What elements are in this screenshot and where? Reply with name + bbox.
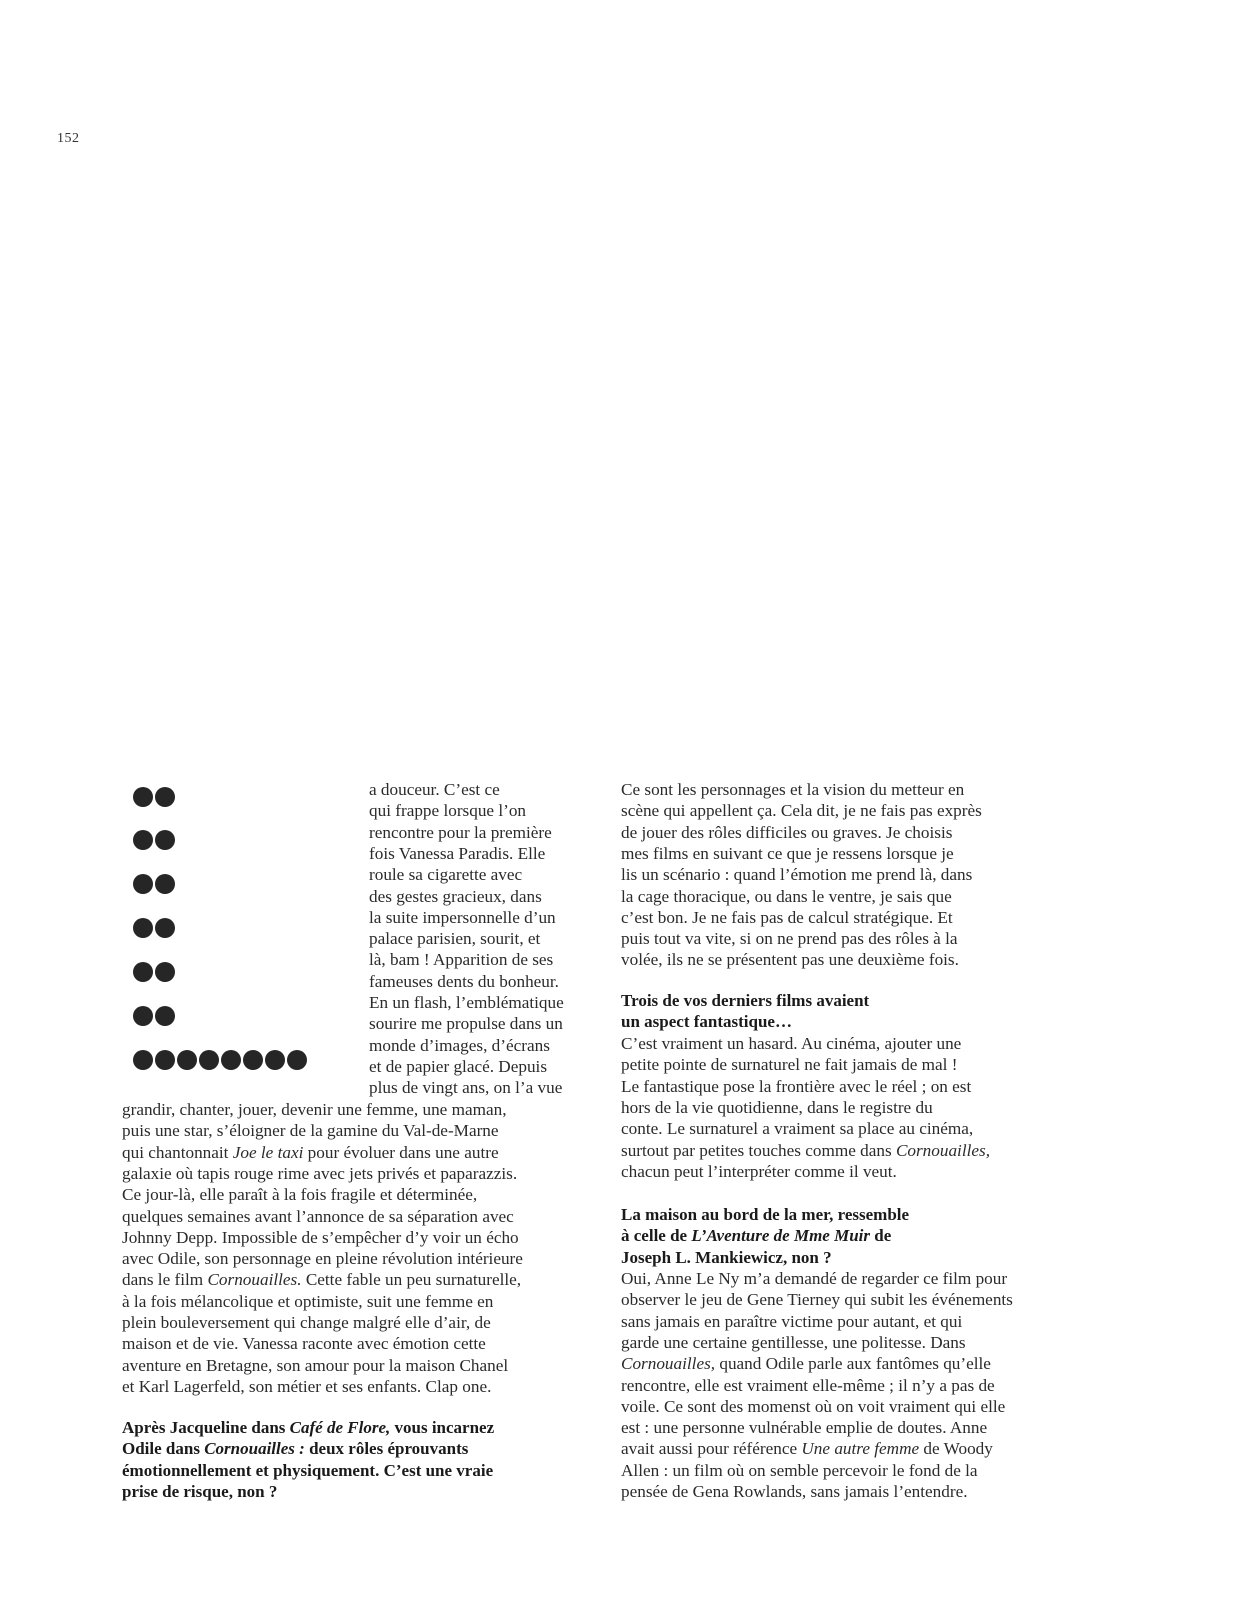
text-run: grandir, chanter, jouer, devenir une femme, une maman,: [122, 1100, 507, 1119]
text-run: chacun peut l’interpréter comme il veut.: [621, 1161, 897, 1181]
text-run: maison et de vie. Vanessa raconte avec émotion cette: [122, 1334, 486, 1354]
italic-title: Cornouailles.: [207, 1270, 302, 1290]
dropcap-dot: [133, 918, 153, 938]
text-run: observer le jeu de Gene Tierney qui subit les événements: [621, 1290, 1013, 1310]
text-run: palace parisien, sourit, et: [369, 929, 541, 949]
question-heading-line: [621, 1204, 909, 1225]
question-heading-line: [122, 1417, 494, 1438]
answer-paragraph-line: [621, 907, 953, 928]
text-run: puis une star, s’éloigner de la gamine du Val-de-Marne: [122, 1121, 499, 1141]
text-run: Après Jacqueline dans: [122, 1418, 290, 1437]
text-run: a douceur. C’est ce: [369, 780, 500, 799]
text-run: Allen : un film où on semble percevoir le fond de la: [621, 1460, 978, 1480]
text-run: Le fantastique pose la frontière avec le réel ; on est: [621, 1076, 972, 1096]
text-run: c’est bon. Je ne fais pas de calcul stratégique. Et: [621, 907, 953, 927]
text-run: hors de la vie quotidienne, dans le registre du: [621, 1097, 933, 1117]
answer-paragraph-line: [621, 1097, 933, 1118]
dropcap-dot: [287, 1050, 307, 1070]
dropcap-dot: [155, 874, 175, 894]
intro-paragraph-line: [369, 864, 522, 885]
text-run: En un flash, l’emblématique: [369, 993, 564, 1012]
text-run: Joseph L. Mankiewicz, non ?: [621, 1247, 832, 1267]
italic-title: Cornouailles :: [204, 1439, 305, 1459]
italic-title: Cornouailles,: [621, 1354, 716, 1374]
answer-paragraph-line: [621, 1311, 962, 1332]
intro-paragraph-line: [122, 1291, 493, 1312]
text-run: plus de vingt ans, on l’a vue: [369, 1078, 563, 1098]
answer-paragraph-line: [621, 1140, 990, 1161]
answer-paragraph-line: [621, 1332, 966, 1353]
text-run: vous incarnez: [390, 1418, 495, 1437]
intro-paragraph-line: [122, 1312, 491, 1333]
intro-paragraph-line: [369, 992, 564, 1013]
text-run: fameuses dents du bonheur.: [369, 971, 559, 991]
intro-paragraph-line: [369, 779, 500, 800]
dropcap-dot: [221, 1050, 241, 1070]
page-number: 152: [57, 131, 80, 146]
question-heading-line: [122, 1481, 277, 1502]
text-run: Ce sont les personnages et la vision du metteur en: [621, 780, 965, 799]
text-run: Oui, Anne Le Ny m’a demandé de regarder ce film pour: [621, 1269, 1008, 1288]
question-heading-line: [122, 1460, 493, 1481]
text-run: deux rôles éprouvants: [304, 1439, 469, 1459]
answer-paragraph-line: [621, 1033, 961, 1054]
text-run: quand Odile parle aux fantômes qu’elle: [715, 1354, 991, 1374]
text-run: Odile dans: [122, 1439, 205, 1459]
text-run: plein bouleversement qui change malgré elle d’air, de: [122, 1313, 491, 1332]
text-run: à la fois mélancolique et optimiste, suit une femme en: [122, 1291, 494, 1311]
text-run: conte. Le surnaturel a vraiment sa place au cinéma,: [621, 1119, 974, 1139]
intro-paragraph-line: [369, 1056, 547, 1077]
text-run: puis tout va vite, si on ne prend pas des rôles à la: [621, 929, 958, 949]
italic-title: Café de Flore,: [289, 1418, 391, 1437]
answer-paragraph-line: [621, 1396, 1005, 1417]
text-run: La maison au bord de la mer, ressemble: [621, 1205, 910, 1224]
text-run: la cage thoracique, ou dans le ventre, je sais que: [621, 886, 952, 906]
answer-paragraph-line: [621, 928, 958, 949]
text-run: des gestes gracieux, dans: [369, 886, 542, 906]
answer-paragraph-line: [621, 843, 954, 864]
dropcap-dot: [133, 1050, 153, 1070]
text-run: Ce jour-là, elle paraît à la fois fragile et déterminée,: [122, 1185, 478, 1205]
dropcap-dot: [155, 1050, 175, 1070]
text-run: là, bam ! Apparition de ses: [369, 950, 554, 970]
intro-paragraph-line: [122, 1184, 477, 1205]
text-run: et Karl Lagerfeld, son métier et ses enfants. Clap one.: [122, 1376, 492, 1396]
text-run: lis un scénario : quand l’émotion me prend là, dans: [621, 865, 973, 885]
intro-paragraph-line: [369, 971, 559, 992]
dropcap-dot: [133, 962, 153, 982]
text-run: avec Odile, son personnage en pleine révolution intérieure: [122, 1249, 523, 1269]
text-run: fois Vanessa Paradis. Elle: [369, 843, 546, 863]
intro-paragraph-line: [369, 1077, 562, 1098]
intro-paragraph-line: [369, 1013, 563, 1034]
dropcap-dot: [155, 1006, 175, 1026]
text-run: de: [870, 1226, 892, 1246]
text-run: avait aussi pour référence: [621, 1439, 802, 1459]
text-run: Cette fable un peu surnaturelle,: [301, 1270, 522, 1290]
text-run: volée, ils ne se présentent pas une deuxième fois.: [621, 950, 959, 970]
intro-paragraph-line: [369, 822, 552, 843]
answer-paragraph-line: [621, 1353, 991, 1374]
answer-paragraph-line: [621, 1161, 897, 1182]
intro-paragraph-line: [369, 907, 556, 928]
answer-paragraph-line: [621, 822, 952, 843]
answer-paragraph-line: [621, 1076, 971, 1097]
answer-paragraph-line: [621, 1481, 968, 1502]
dropcap-dot: [199, 1050, 219, 1070]
text-run: quelques semaines avant l’annonce de sa séparation avec: [122, 1206, 514, 1226]
intro-paragraph-line: [122, 1355, 508, 1376]
dropcap-dot: [133, 874, 153, 894]
answer-paragraph-line: [621, 1268, 1007, 1289]
text-run: surtout par petites touches comme dans: [621, 1140, 896, 1160]
intro-paragraph-line: [122, 1120, 499, 1141]
text-run: garde une certaine gentillesse, une politesse. Dans: [621, 1332, 966, 1352]
text-run: rencontre pour la première: [369, 822, 552, 842]
text-run: monde d’images, d’écrans: [369, 1035, 550, 1055]
intro-paragraph-line: [369, 800, 526, 821]
answer-paragraph-line: [621, 949, 959, 970]
dropcap-dot: [155, 787, 175, 807]
dropcap-dot: [133, 1006, 153, 1026]
text-run: Johnny Depp. Impossible de s’empêcher d’y voir un écho: [122, 1227, 519, 1247]
intro-paragraph-line: [369, 843, 545, 864]
answer-paragraph-line: [621, 886, 952, 907]
intro-paragraph-line: [122, 1248, 523, 1269]
text-run: qui chantonnait: [122, 1142, 233, 1162]
italic-title: Joe le taxi: [232, 1142, 304, 1162]
text-run: scène qui appellent ça. Cela dit, je ne fais pas exprès: [621, 801, 982, 821]
intro-paragraph-line: [369, 928, 540, 949]
answer-paragraph-line: [621, 864, 972, 885]
answer-paragraph-line: [621, 1460, 978, 1481]
question-heading-line: [621, 990, 869, 1011]
answer-paragraph-line: [621, 1054, 957, 1075]
dropcap-dot: [155, 962, 175, 982]
question-heading-line: [621, 1225, 891, 1246]
text-run: la suite impersonnelle d’un: [369, 907, 556, 927]
answer-paragraph-line: [621, 1375, 995, 1396]
answer-paragraph-line: [621, 1289, 1013, 1310]
intro-paragraph-line: [122, 1227, 519, 1248]
intro-paragraph-line: [122, 1163, 517, 1184]
text-run: émotionnellement et physiquement. C’est une vraie: [122, 1460, 494, 1480]
text-run: sourire me propulse dans un: [369, 1014, 563, 1034]
text-run: pensée de Gena Rowlands, sans jamais l’entendre.: [621, 1482, 968, 1501]
italic-title: L’Aventure de Mme Muir: [691, 1226, 871, 1246]
answer-paragraph-line: [621, 1438, 993, 1459]
text-run: mes films en suivant ce que je ressens lorsque je: [621, 843, 954, 863]
answer-paragraph-line: [621, 1417, 987, 1438]
text-run: rencontre, elle est vraiment elle-même ; il n’y a pas de: [621, 1375, 995, 1395]
intro-paragraph-line: [122, 1376, 491, 1397]
text-run: aventure en Bretagne, son amour pour la maison Chanel: [122, 1355, 509, 1375]
dropcap-dot: [133, 787, 153, 807]
dropcap-dot: [133, 830, 153, 850]
dropcap-dot: [155, 830, 175, 850]
text-run: dans le film: [122, 1270, 208, 1290]
text-run: sans jamais en paraître victime pour autant, et qui: [621, 1311, 963, 1331]
answer-paragraph-line: [621, 800, 982, 821]
dropcap-dot: [265, 1050, 285, 1070]
text-run: prise de risque, non ?: [122, 1481, 278, 1501]
text-run: et de papier glacé. Depuis: [369, 1056, 548, 1076]
text-run: est : une personne vulnérable emplie de doutes. Anne: [621, 1418, 988, 1438]
text-run: voile. Ce sont des momenst où on voit vraiment qui elle: [621, 1396, 1006, 1416]
intro-paragraph-line: [122, 1269, 521, 1290]
text-run: qui frappe lorsque l’on: [369, 801, 527, 821]
text-run: petite pointe de surnaturel ne fait jamais de mal !: [621, 1055, 958, 1075]
text-run: C’est vraiment un hasard. Au cinéma, ajouter une: [621, 1034, 962, 1053]
intro-paragraph-line: [122, 1206, 514, 1227]
text-run: de Woody: [919, 1439, 993, 1459]
question-heading-line: [621, 1247, 832, 1268]
dropcap-dot: [155, 918, 175, 938]
question-heading-line: [621, 1011, 792, 1032]
answer-paragraph-line: [621, 1118, 973, 1139]
text-run: galaxie où tapis rouge rime avec jets privés et paparazzis.: [122, 1163, 518, 1183]
intro-paragraph-line: [122, 1142, 499, 1163]
intro-paragraph-line: [369, 1035, 550, 1056]
dropcap-dot: [243, 1050, 263, 1070]
text-run: roule sa cigarette avec: [369, 865, 523, 885]
intro-paragraph-line: [122, 1333, 486, 1354]
dropcap-dot: [177, 1050, 197, 1070]
answer-paragraph-line: [621, 779, 964, 800]
intro-paragraph-line: [369, 886, 542, 907]
italic-title: Une autre femme: [801, 1439, 920, 1459]
text-run: pour évoluer dans une autre: [303, 1142, 499, 1162]
text-run: à celle de: [621, 1226, 692, 1246]
text-run: un aspect fantastique…: [621, 1012, 792, 1032]
italic-title: Cornouailles,: [895, 1140, 990, 1160]
text-run: Trois de vos derniers films avaient: [621, 991, 870, 1010]
intro-paragraph-line: [369, 949, 553, 970]
question-heading-line: [122, 1438, 468, 1459]
intro-paragraph-line: [122, 1099, 507, 1120]
text-run: de jouer des rôles difficiles ou graves. Je choisis: [621, 822, 953, 842]
